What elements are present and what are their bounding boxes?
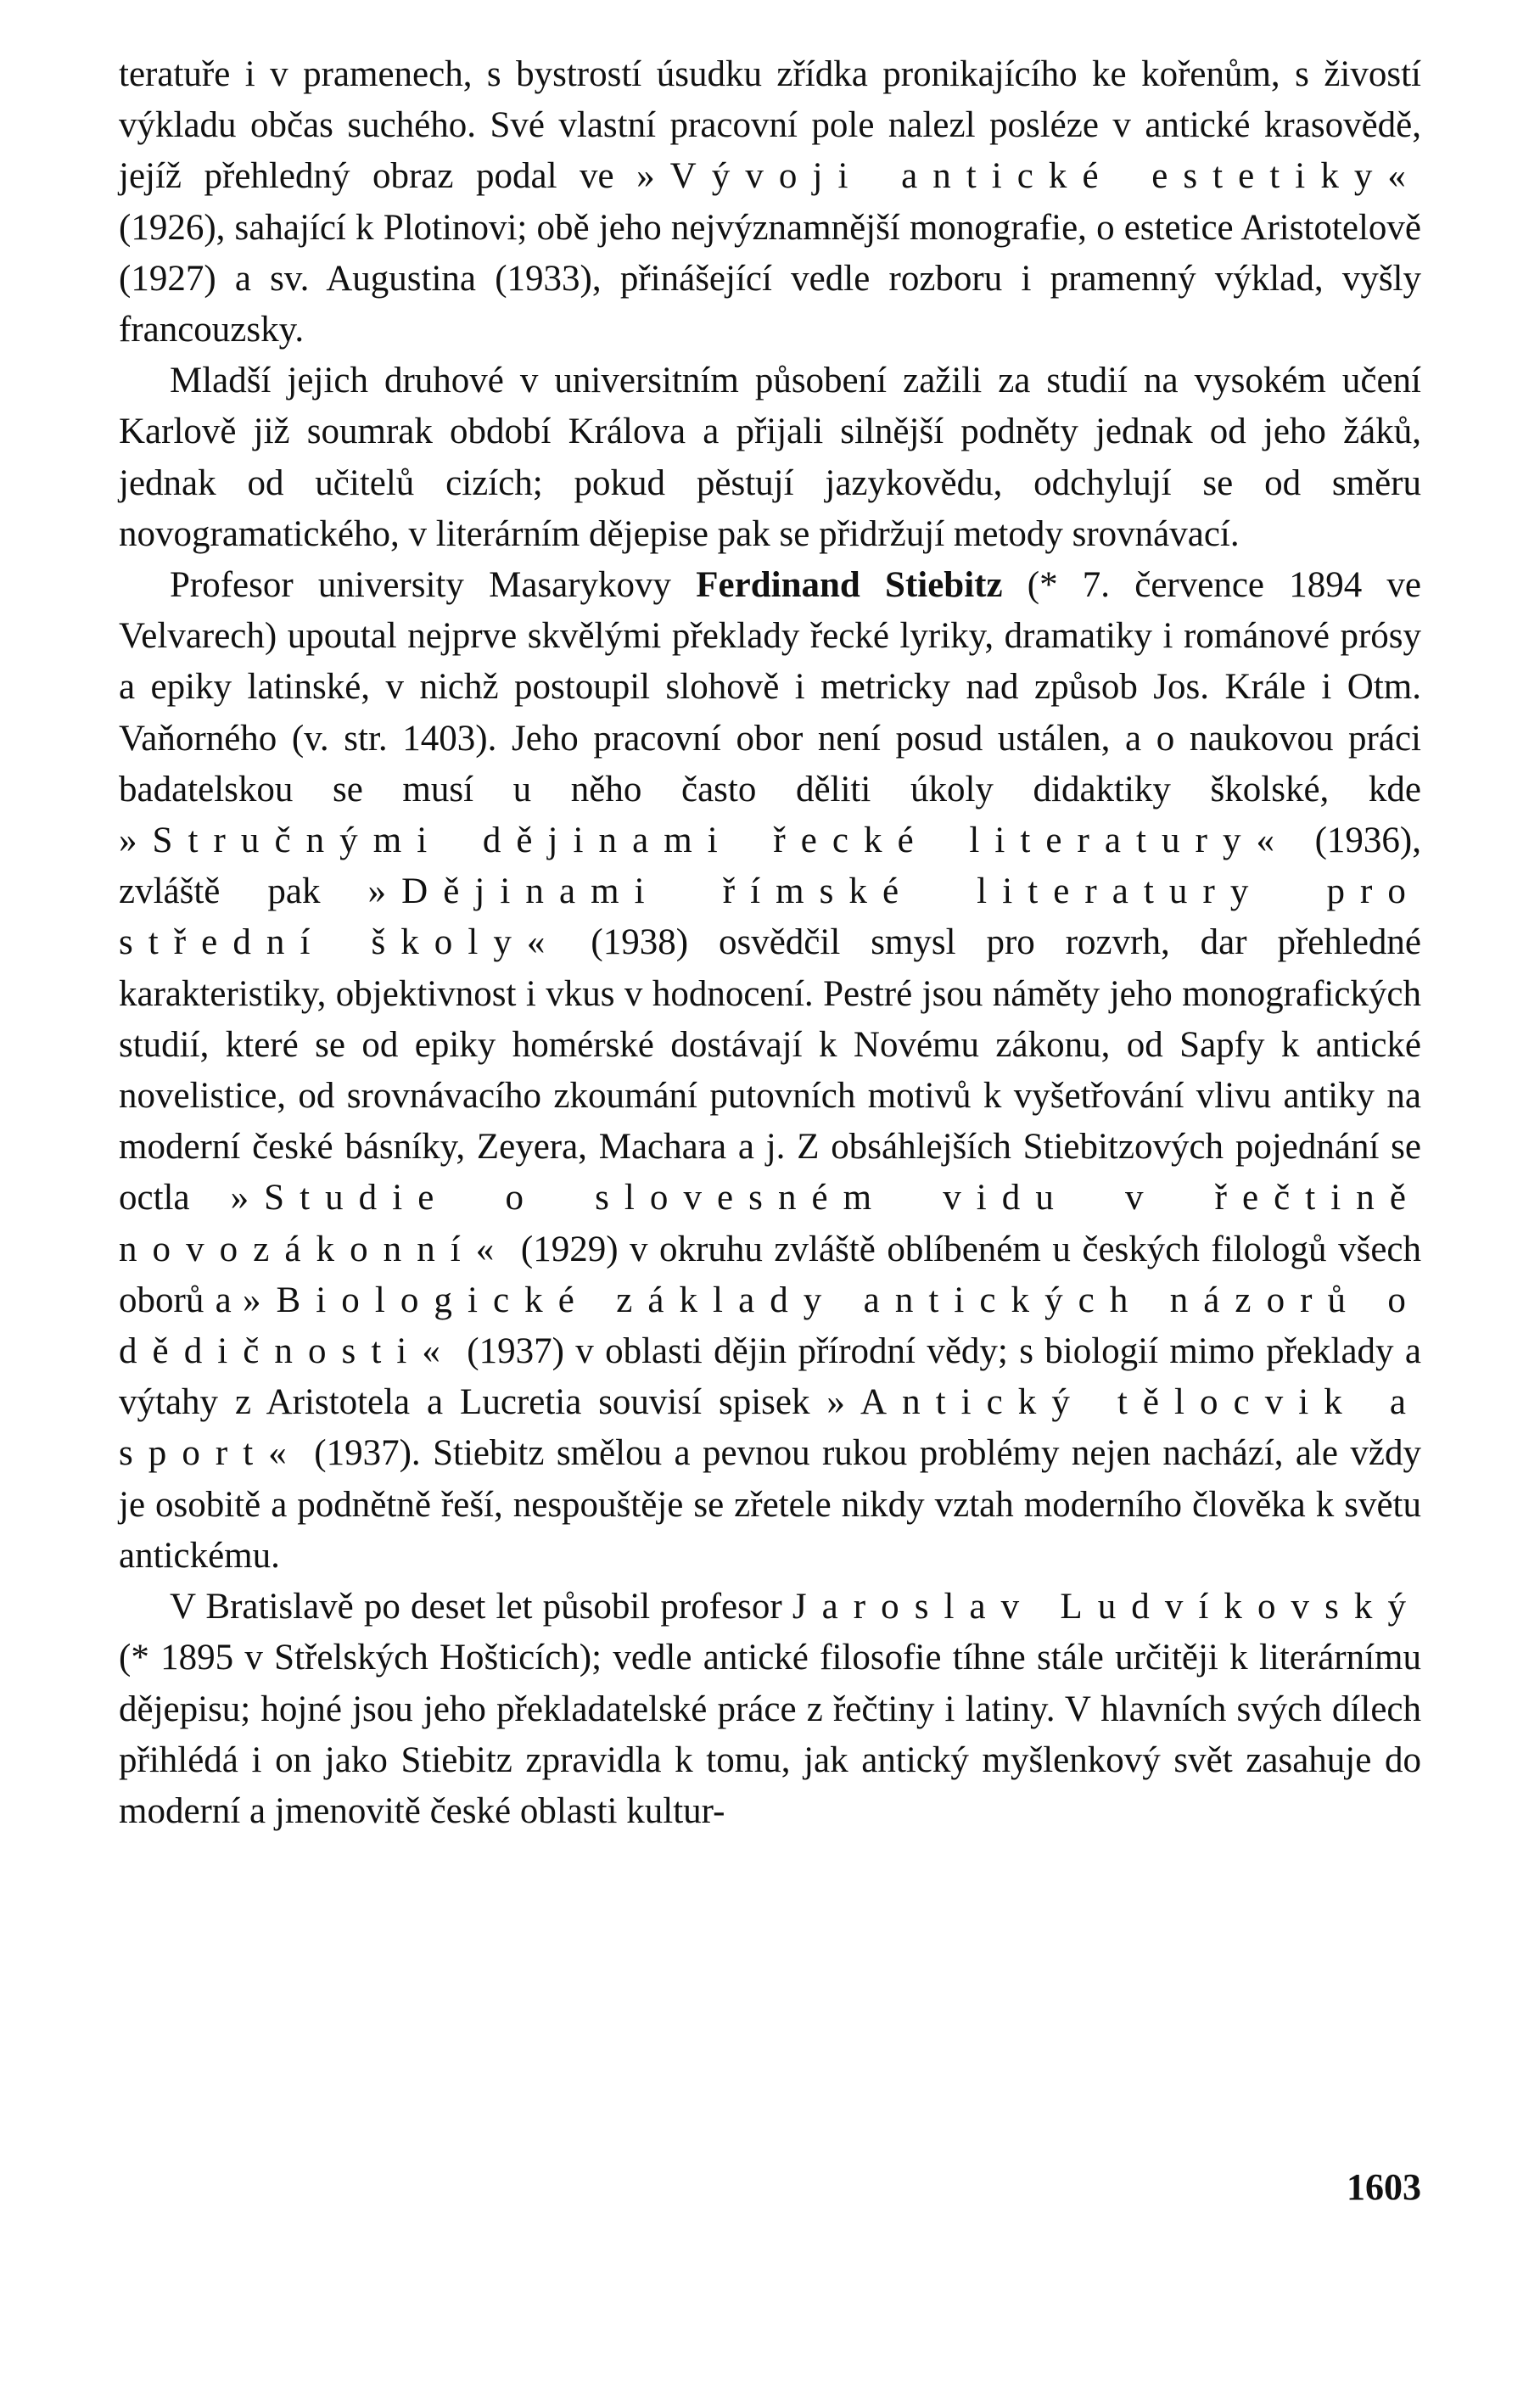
- text-run: (* 7. července 1894 ve Velvarech) upoutal nejprve skvělými překlady řecké lyriky, dramatiky i románové prósy a epiky latinské, v nichž postoupil slohově i metricky nad způsob Jos. Krále i Otm. Vaňorného (v. str. 1403). Jeho pracovní obor není posud ustálen, a o naukovou práci badatelskou se musí u něho často děliti úkoly didaktiky školské, kde: [119, 565, 1422, 809]
- spaced-title: Jaroslav Ludvíkovský: [792, 1587, 1422, 1627]
- text-run: (* 1895 v Střelských Hošticích); vedle antické filosofie tíhne stále určitěji k literárnímu dějepisu; hojné jsou jeho překladatelské práce z řečtiny i latiny. V hlavních svých dílech přihlédá i on jako Stiebitz zpravidla k tomu, jak antický myšlenkový svět zasahuje do moderní a jmenovitě české oblasti kultur-: [119, 1638, 1421, 1831]
- text-run: (1937). Stiebitz smělou a pevnou rukou problémy nejen nachází, ale vždy je osobitě a podnětně řeší, nespouštěje se zřetele nikdy vztah moderního člověka k světu antickému.: [119, 1433, 1421, 1576]
- text-run: V Bratislavě po deset let působil profesor: [170, 1587, 792, 1627]
- page-body: [119, 49, 1421, 1837]
- paragraph-2: [119, 356, 1421, 560]
- text-run: (1929) v okruhu zvláště oblíbeném u českých filologů všech oborů a: [119, 1229, 1421, 1320]
- page-number: 1603: [1347, 2166, 1421, 2208]
- text-run: (1937) v oblasti dějin přírodní vědy; s biologií mimo překlady a výtahy z Aristotela a Lucretia souvisí spisek: [119, 1331, 1421, 1423]
- spaced-title: »Vývoji antické estetiky«: [636, 156, 1421, 197]
- text-run: (1936), zvláště pak: [119, 821, 1422, 912]
- spaced-title: »Antický tělocvik a sport«: [119, 1382, 1421, 1474]
- text-run: (1938) osvědčil smysl pro rozvrh, dar přehledné karakteristiky, objektivnost i vkus v hodnocení. Pestré jsou náměty jeho monografických studií, které se od epiky homérské dostávají k Novému zákonu, od Sapfy k antické novelistice, od srovnávacího zkoumání putovních motivů k vyšetřování vlivu antiky na moderní české básníky, Zeyera, Machara a j. Z obsáhlejších Stiebitzových pojednání se octla: [119, 922, 1421, 1218]
- paragraph-3: [119, 560, 1421, 1582]
- text-run: Profesor university Masarykovy: [170, 565, 697, 606]
- spaced-title: »Biologické základy antických názorů o dědičnosti«: [119, 1280, 1421, 1372]
- text-run: Mladší jejich druhové v universitním působení zažili za studií na vysokém učení Karlově již soumrak období Králova a přijali silnější podněty jednak od jeho žáků, jednak od učitelů cizích; pokud pěstují jazykovědu, odchylují se od směru novogramatického, v literárním dějepise pak se přidržují metody srovnávací.: [119, 361, 1421, 554]
- author-name: Ferdinand Stiebitz: [696, 565, 1003, 606]
- paragraph-1: [119, 49, 1421, 356]
- paragraph-4: [119, 1582, 1421, 1837]
- spaced-title: »Studie o slovesném vidu v řečtině novozákonní«: [119, 1178, 1421, 1269]
- spaced-title: »Stručnými dějinami řecké literatury«: [119, 821, 1291, 861]
- text-run: (1926), sahající k Plotinovi; obě jeho nejvýznamnější monografie, o estetice Aristotelově (1927) a sv. Augustina (1933), přinášející vedle rozboru i pramenný výklad, vyšly francouzsky.: [119, 207, 1421, 350]
- text-run: teratuře i v pramenech, s bystrostí úsudku zřídka pronikajícího ke kořenům, s živostí výkladu občas suchého. Své vlastní pracovní pole nalezl posléze v antické krasovědě, jejíž přehledný obraz podal ve: [119, 54, 1421, 197]
- spaced-title: »Dějinami římské literatury pro střední školy«: [119, 871, 1421, 963]
